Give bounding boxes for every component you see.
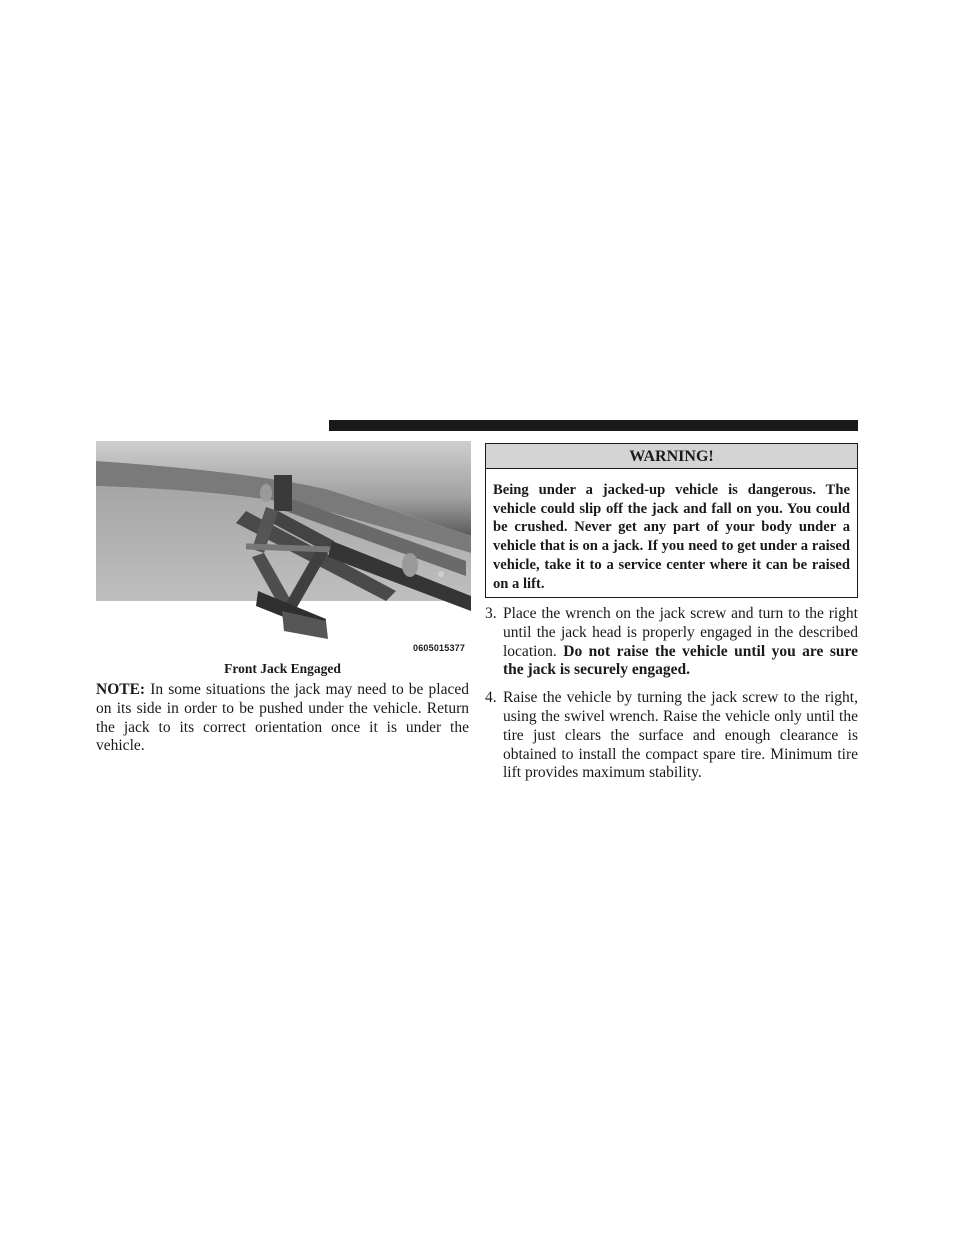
jack-drawing [96, 441, 471, 656]
figure-id: 0605015377 [413, 643, 466, 653]
step-number: 4. [485, 689, 497, 707]
step-text: Raise the vehicle by turning the jack screw to the right, using the swivel wrench. Raise the vehicle only until the tire just clears the surface and enough clearance is obtained to install the compact spare tire. Minimum tire lift provides maximum stability. [503, 689, 858, 782]
note-paragraph [96, 681, 469, 756]
step-3 [485, 605, 858, 680]
step-4 [485, 689, 858, 783]
section-header-bar [329, 420, 858, 431]
figure-caption: Front Jack Engaged [224, 661, 341, 676]
warning-text: Being under a jacked-up vehicle is dangerous. The vehicle could slip off the jack and fall on you. You could be crushed. Never get any part of your body under a vehicle that is on a jack. If you need to get under a raised vehicle, take it to a service center where it can be raised on a lift. [493, 482, 850, 592]
warning-box [485, 443, 858, 598]
step-text: Place the wrench on the jack screw and turn to the right until the jack head is properly engaged in the described location. [503, 605, 858, 660]
front-jack-illustration [96, 441, 471, 656]
note-label: NOTE: [96, 681, 146, 698]
step-emphasis: Do not raise the vehicle until you are sure the jack is securely engaged. [503, 642, 858, 679]
steps-list [485, 605, 858, 783]
warning-title: WARNING! [486, 444, 857, 469]
note-text: In some situations the jack may need to be placed on its side in order to be pushed under the vehicle. Return the jack to its correct orientation once it is under the vehicle. [96, 681, 469, 755]
step-number: 3. [485, 605, 497, 622]
